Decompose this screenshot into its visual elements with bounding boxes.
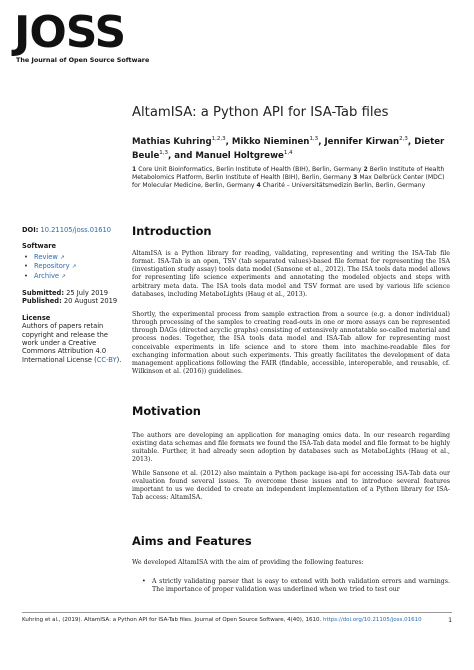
motivation-paragraph-2: While Sansone et al. (2012) also maintain a Python package isa-api for accessing ISA-Tab data our evaluation found several issues. To overcome these issues and to introduce several features important to us we decided to create an independent implementation of a Python library for ISA-Tab access: AltamISA.: [132, 470, 450, 502]
author-list: Mathias Kuhring$^{1,2,3}$, Mikko Nieminen$^{1,3}$, Jennifer Kirwan$^{2,3}$, Dieter Beule$^{1,3}$, and Manuel Holtgrewe$^{1,4}$: [132, 136, 445, 162]
paper-title: AltamISA: a Python API for ISA-Tab files: [132, 105, 389, 120]
software-heading: Software: [22, 242, 57, 251]
sidebar-doi: [22, 226, 122, 234]
section-heading-introduction: Introduction: [132, 224, 212, 238]
external-link-icon: ↗: [71, 264, 77, 271]
repository-link-item[interactable]: [32, 262, 122, 271]
published-date: 20 August 2019: [63, 297, 118, 306]
affiliation-text: Berlin Institute of Health Metabolomics Platform, Berlin Institute of Health (BIH), Berlin, Germany: [132, 166, 445, 182]
review-link[interactable]: Review: [34, 252, 58, 261]
footer-doi-link[interactable]: https://doi.org/10.21105/joss.01610: [322, 617, 422, 623]
external-link-icon: ↗: [61, 273, 66, 280]
doi-label: DOI:: [22, 226, 39, 234]
section-heading-aims: Aims and Features: [132, 534, 252, 548]
review-link-item[interactable]: [32, 253, 122, 262]
section-heading-motivation: Motivation: [132, 404, 201, 418]
published-label: Published:: [22, 297, 62, 306]
bullet-dot: •: [142, 578, 146, 585]
intro-paragraph-1: AltamISA is a Python library for reading, validating, representing and writing the ISA-Tab file format. ISA-Tab is an open, TSV (tab separated values)-based file format for representing the ISA (investigation study assay) tools data model (Sansone et al., 2012). The ISA tools data model allows for representing life science experiments and annotating the modeled objects and steps with arbitrary meta data. The ISA tools data model and TSV format are used by various life science databases, including MetaboLights (Haug et al., 2013).: [132, 250, 450, 298]
author-name: Mikko Nieminen: [231, 136, 310, 147]
submitted-date: 25 July 2019: [66, 289, 108, 298]
affiliations: 1 Core Unit Bioinformatics, Berlin Institute of Health (BIH), Berlin, Germany 2 Berlin Institute of Health Metabolomics Platform, Berlin Institute of Health (BIH), Berlin, Germany 3 Max Delbrück Center (MDC) for Molecular Medicine, Berlin, Germany 4 Charité – Universitätsmedizin Berlin, Berlin, Germany: [132, 166, 445, 190]
author-name: Mathias Kuhring: [132, 136, 212, 147]
joss-logo-word: JOSS: [14, 7, 126, 58]
archive-link-item[interactable]: [32, 272, 122, 281]
joss-logo: [14, 7, 150, 68]
author-name: Dieter Beule: [132, 136, 445, 162]
doi-link[interactable]: 10.21105/joss.01610: [40, 226, 112, 234]
author-name: Jennifer Kirwan: [324, 136, 400, 147]
intro-paragraph-2: Shortly, the experimental process from sample extraction from a source (e.g. a donor individual) through processing of the samples to creating read-outs in one or more assays can be represented through DAGs (directed acyclic graphs) consisting of extensively annotatable so-called material and process nodes. Together, the ISA tools data model and ISA-Tab allow for representing most conceivable experiments in life science and to store them into machine-readable files for exchanging information about such experiments. This greatly facilitates the development of data management applications following the FAIR (findable, accessible, interoperable, and reusable, cf. Wilkinson et al. (2016)) guidelines.: [132, 311, 450, 376]
affiliation-text: Core Unit Bioinformatics, Berlin Institute of Health (BIH), Berlin, Germany: [138, 166, 362, 173]
cc-by-link[interactable]: CC-BY: [96, 355, 117, 364]
page-number: 1: [448, 617, 452, 624]
sidebar: [22, 226, 122, 364]
external-link-icon: ↗: [60, 254, 65, 261]
author-name: Manuel Holtgrewe: [195, 151, 284, 162]
affiliation-text: Charité – Universitätsmedizin Berlin, Berlin, Germany: [262, 182, 426, 190]
archive-link[interactable]: Archive: [34, 271, 60, 280]
affiliation-text: Max Delbrück Center (MDC) for Molecular Medicine, Berlin, Germany: [132, 174, 445, 190]
license-heading: License: [22, 313, 51, 322]
aims-paragraph-1: We developed AltamISA with the aim of providing the following features:: [132, 559, 364, 566]
submitted-label: Submitted:: [22, 289, 65, 298]
sidebar-dates: [22, 289, 122, 306]
license-text: Authors of papers retain copyright and release the work under a Creative Commons Attribution 4.0 International License (CC-BY).: [22, 322, 122, 364]
motivation-paragraph-1: The authors are developing an application for managing omics data. In our research regarding existing data schemas and file formats we found the ISA-Tab data model and file format to be highly suitable. Further, it had already seen adoption by databases such as MetaboLights (Haug et al., 2013).: [132, 432, 450, 464]
joss-logo-subtitle: The Journal of Open Source Software: [16, 56, 150, 64]
footer-divider: [22, 612, 452, 613]
software-links: [32, 253, 122, 281]
footer-citation: Kuhring et al., (2019). AltamISA: a Python API for ISA-Tab files. Journal of Open Source Software, 4(40), 1610.: [22, 617, 322, 623]
repository-link[interactable]: Repository: [34, 262, 70, 271]
aims-bullet-item: [132, 578, 450, 594]
page-footer: [22, 617, 452, 625]
bullet-text: A strictly validating parser that is easy to extend with both validation errors and warnings. The importance of proper validation was underlined when we tried to test our: [152, 578, 450, 594]
